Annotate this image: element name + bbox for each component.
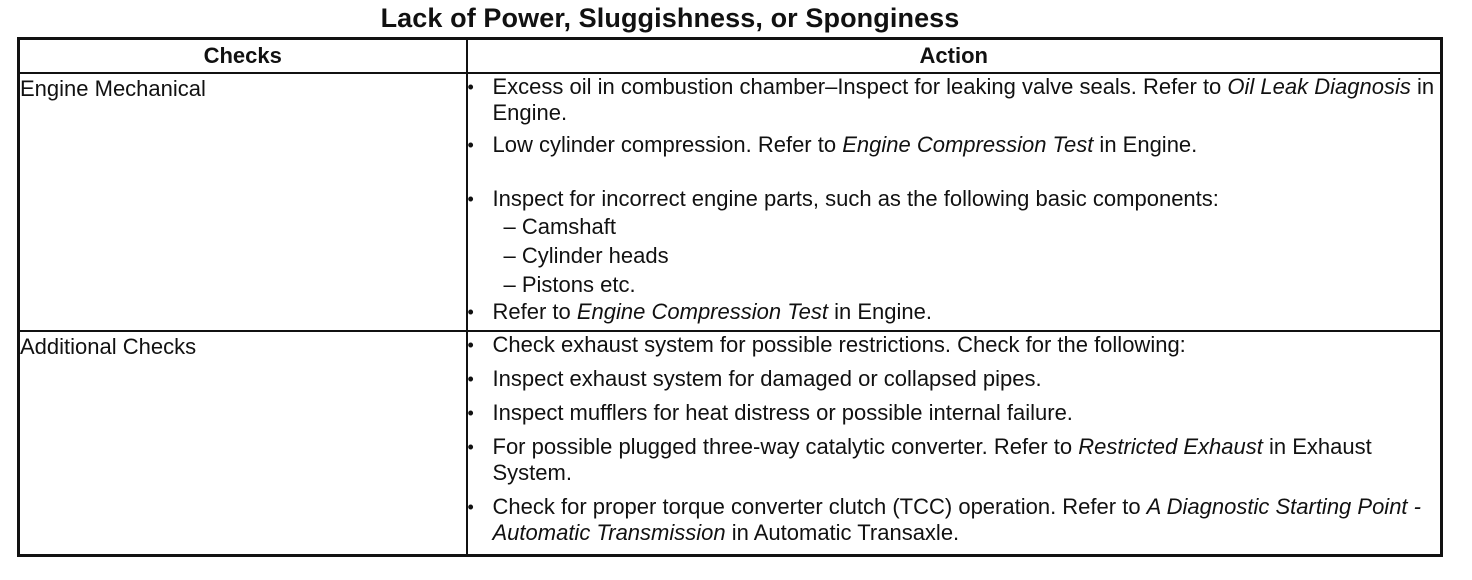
action-text: in Exhaust System. [492,434,1372,485]
table-row [19,73,1442,331]
reference-link-text: Engine Compression Test [842,132,1094,157]
action-text: Refer to [492,299,577,324]
diagnosis-table [17,37,1443,557]
action-text: in Engine. [1093,132,1198,157]
action-list [468,332,1441,546]
action-item [468,74,1441,126]
reference-link-text: Engine Compression Test [576,299,828,324]
component-item: – Camshaft [503,214,616,239]
action-item [468,434,1441,486]
action-cell-engine-mechanical [467,73,1442,331]
checks-column-header: Checks [19,39,467,74]
action-text: Check for proper torque converter clutch (TCC) operation. Refer to [492,494,1147,519]
action-item [468,366,1441,392]
reference-link-text: Oil Leak Diagnosis [1227,74,1411,99]
table-row [19,331,1442,556]
reference-link-text: Restricted Exhaust [1078,434,1263,459]
action-column-header: Action [467,39,1442,74]
component-item: – Pistons etc. [503,272,636,297]
action-item [468,494,1441,546]
action-item [468,400,1441,426]
action-item [468,132,1441,158]
action-text: Excess oil in combustion chamber–Inspect for leaking valve seals. Refer to [492,74,1228,99]
action-item [468,299,1441,325]
action-item [468,186,1441,299]
action-text: in Engine. [827,299,932,324]
action-text: Low cylinder compression. Refer to [492,132,843,157]
action-text: Inspect for incorrect engine parts, such as the following basic components: [492,186,1219,211]
action-list [468,74,1441,325]
check-cell-engine-mechanical: Engine Mechanical [19,73,467,331]
component-sublist [493,212,1441,299]
reference-link-text: A Diagnostic Starting Point - Automatic Transmission [492,494,1421,545]
component-item: – Cylinder heads [503,243,669,268]
action-item [468,332,1441,358]
action-text: For possible plugged three-way catalytic converter. Refer to [492,434,1079,459]
action-text: Inspect exhaust system for damaged or collapsed pipes. [492,366,1042,391]
action-text: Inspect mufflers for heat distress or possible internal failure. [492,400,1073,425]
action-text: Check exhaust system for possible restrictions. Check for the following: [492,332,1186,357]
action-text: in Engine. [492,74,1435,125]
action-text: in Automatic Transaxle. [725,520,960,545]
table-header-row [19,39,1442,74]
page-title: Lack of Power, Sluggishness, or Sponginess [380,3,960,33]
check-cell-additional-checks: Additional Checks [19,331,467,556]
action-cell-additional-checks [467,331,1442,556]
